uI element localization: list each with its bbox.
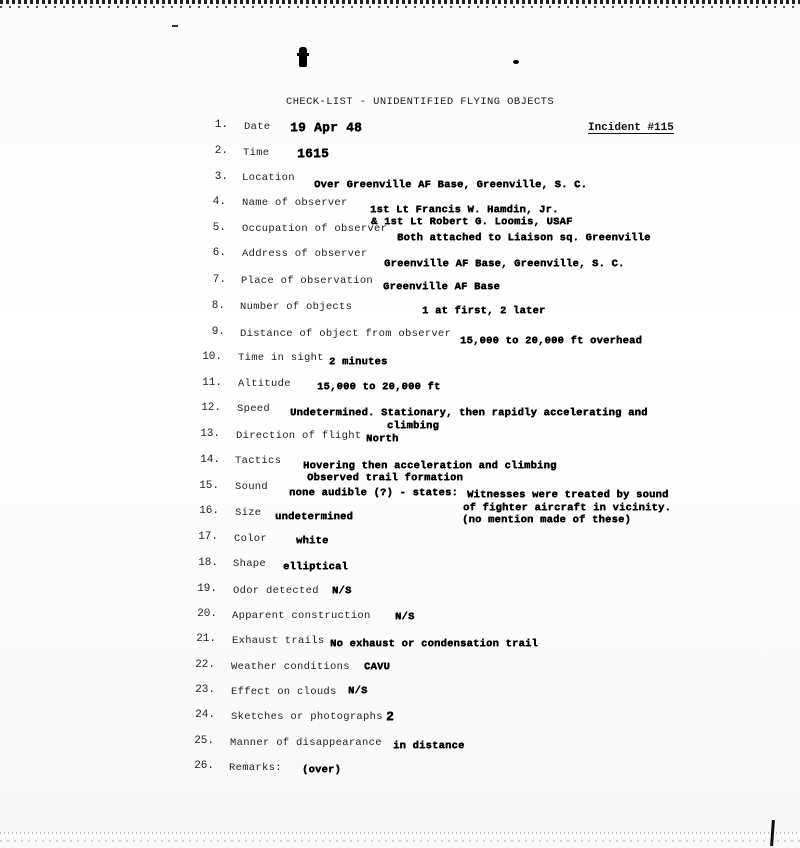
item-label: Apparent construction — [232, 610, 371, 622]
item-number: 20. — [197, 608, 217, 620]
item-number: 7. — [212, 274, 226, 286]
item-label: Address of observer — [242, 248, 368, 260]
item-label: Place of observation — [241, 275, 374, 287]
item-label: Size — [235, 507, 262, 519]
item-label: Odor detected — [233, 585, 319, 597]
item-number: 11. — [202, 377, 222, 389]
item-number: 24. — [195, 709, 215, 721]
scan-bottom-edge — [0, 826, 800, 848]
item-answer: (over) — [302, 764, 342, 776]
item-label: Distance of object from observer — [240, 328, 452, 340]
item-answer: 19 Apr 48 — [290, 120, 363, 135]
item-label: Manner of disappearance — [230, 737, 382, 749]
item-number: 4. — [212, 196, 226, 208]
item-answer: 1615 — [297, 146, 330, 161]
item-answer: 1st Lt Francis W. Hamdin, Jr. — [370, 204, 559, 216]
item-number: 15. — [199, 480, 219, 492]
item-number: 5. — [212, 222, 226, 234]
item-label: Color — [234, 533, 268, 545]
item-answer: undetermined — [275, 511, 354, 523]
item-answer: in distance — [393, 740, 465, 752]
incident-number: Incident #115 — [588, 122, 674, 134]
item-number: 1. — [214, 119, 228, 131]
item-number: 3. — [214, 171, 228, 183]
item-number: 25. — [194, 735, 214, 747]
item-label: Direction of flight — [236, 430, 362, 442]
item-number: 8. — [211, 300, 225, 312]
scan-top-edge — [0, 0, 800, 4]
item-number: 14. — [200, 454, 220, 466]
item-answer: Over Greenville AF Base, Greenville, S. C. — [314, 179, 588, 191]
item-label: Time in sight — [238, 352, 324, 364]
ink-smudge-mark — [299, 47, 307, 67]
item-number: 23. — [195, 684, 215, 696]
item-answer-continued: Observed trail formation — [307, 472, 464, 484]
item-answer: CAVU — [364, 661, 391, 673]
item-label: Remarks: — [229, 762, 282, 774]
item-answer: 1 at first, 2 later — [422, 305, 546, 317]
scan-top-edge-secondary — [0, 6, 800, 8]
item-answer: white — [296, 535, 329, 547]
item-label: Altitude — [238, 378, 291, 390]
item-number: 17. — [198, 531, 218, 543]
item-number: 26. — [194, 760, 214, 772]
item-answer-continued: Witnesses were treated by sound — [467, 489, 669, 501]
item-answer-continued: of fighter aircraft in vicinity. — [463, 502, 672, 514]
item-label: Tactics — [235, 455, 282, 467]
item-answer-continued: & 1st Lt Robert G. Loomis, USAF — [371, 216, 573, 228]
item-label: Number of objects — [240, 301, 353, 313]
item-answer: N/S — [395, 611, 415, 623]
document-title: CHECK-LIST - UNIDENTIFIED FLYING OBJECTS — [286, 96, 555, 108]
item-answer-continued: (no mention made of these) — [462, 514, 632, 526]
item-number: 21. — [196, 633, 216, 645]
item-number: 6. — [212, 247, 226, 259]
item-answer: Greenville AF Base — [383, 281, 501, 293]
item-answer: N/S — [348, 685, 368, 697]
item-label: Occupation of observer — [242, 223, 388, 235]
item-number: 18. — [198, 557, 218, 569]
item-label: Effect on clouds — [231, 686, 337, 698]
item-label: Weather conditions — [231, 661, 350, 673]
item-number: 12. — [201, 402, 221, 414]
item-label: Time — [243, 147, 270, 159]
item-answer: Greenville AF Base, Greenville, S. C. — [384, 258, 625, 270]
item-answer: Both attached to Liaison sq. Greenville — [397, 232, 651, 244]
item-answer: N/S — [332, 585, 352, 597]
item-label: Location — [242, 172, 295, 184]
item-label: Exhaust trails — [232, 635, 325, 647]
item-answer: 15,000 to 20,000 ft — [317, 381, 441, 393]
item-label: Sketches or photographs — [231, 711, 383, 723]
item-number: 19. — [197, 583, 217, 595]
item-answer: elliptical — [283, 561, 349, 573]
ink-dot — [513, 60, 519, 64]
item-number: 22. — [195, 659, 215, 671]
item-answer-continued: climbing — [387, 420, 440, 432]
item-answer: 2 minutes — [329, 356, 388, 368]
ink-dash — [172, 25, 178, 27]
item-label: Shape — [233, 558, 267, 570]
item-number: 13. — [200, 428, 220, 440]
item-number: 9. — [211, 326, 225, 338]
item-number: 2. — [214, 145, 228, 157]
item-answer: 15,000 to 20,000 ft overhead — [460, 335, 643, 347]
item-answer: Hovering then acceleration and climbing — [303, 460, 557, 472]
item-label: Name of observer — [242, 197, 348, 209]
item-label: Date — [244, 121, 271, 133]
item-label: Sound — [235, 481, 269, 493]
item-answer: North — [366, 433, 399, 445]
item-answer: 2 — [386, 709, 395, 724]
item-label: Speed — [237, 403, 271, 415]
item-answer: Undetermined. Stationary, then rapidly accelerating and — [290, 407, 648, 419]
item-number: 10. — [202, 351, 222, 363]
item-answer: none audible (?) - states: — [289, 487, 459, 499]
item-number: 16. — [199, 505, 219, 517]
item-answer: No exhaust or condensation trail — [330, 638, 539, 650]
